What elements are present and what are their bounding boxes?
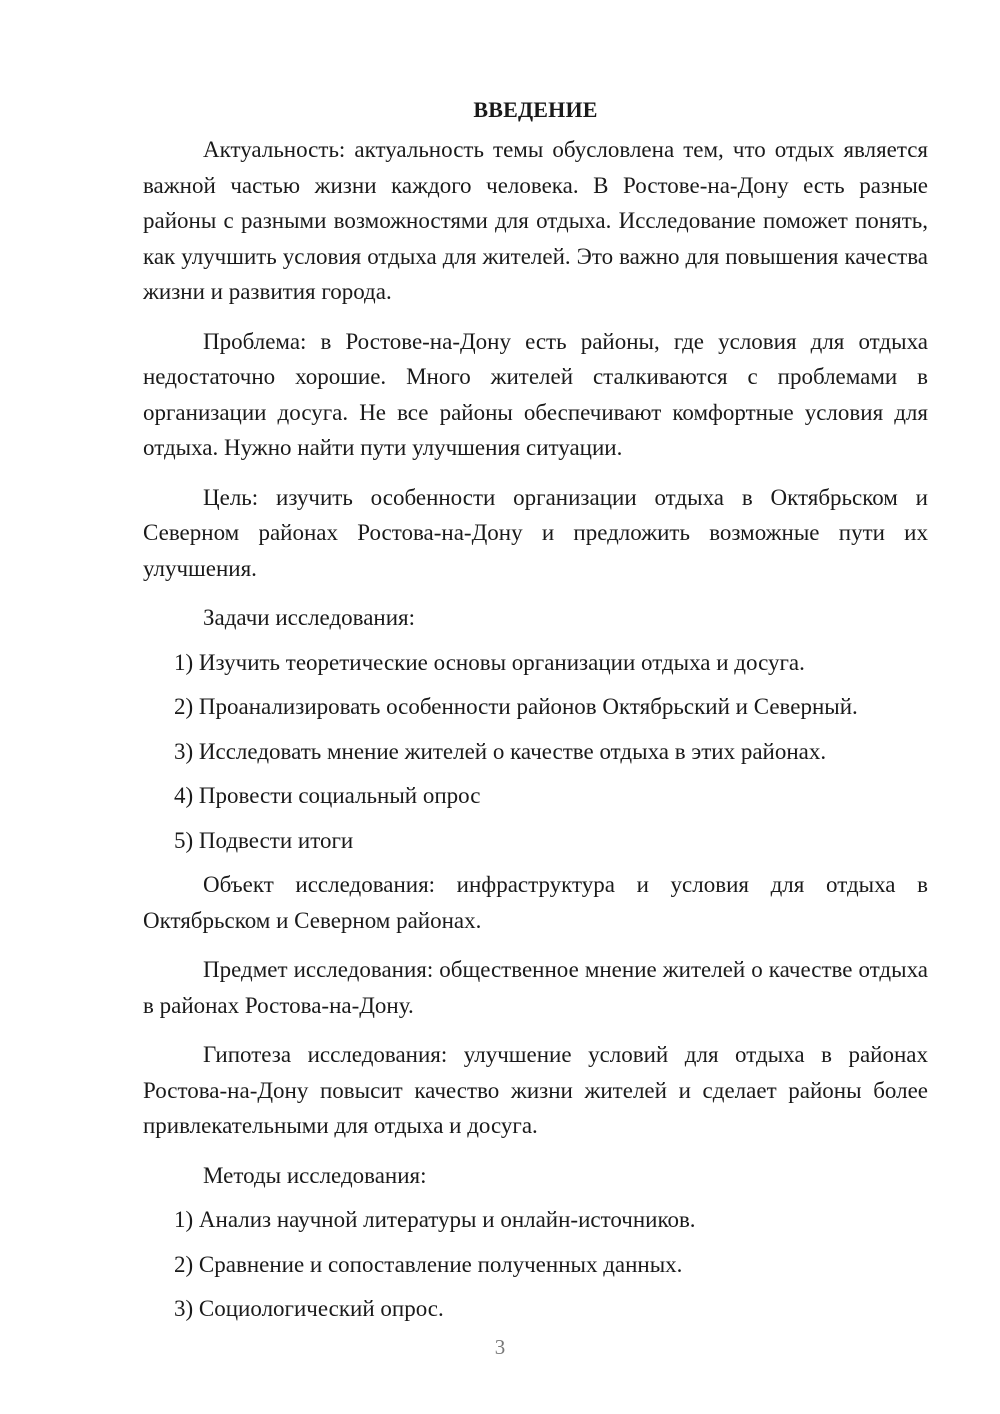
- section-title: ВВЕДЕНИЕ: [473, 97, 598, 122]
- page-number: 3: [494, 1335, 506, 1359]
- problem-paragraph: Проблема: в Ростове-на-Дону есть районы, где условия для отдыха недостаточно хорошие. Много жителей сталкиваются с проблемами в организации досуга. Не все районы обеспечивают комфортные условия для отдыха. Нужно найти пути улучшения ситуации.: [143, 328, 928, 460]
- list-item: 3) Исследовать мнение жителей о качестве отдыха в этих районах.: [174, 738, 827, 764]
- methods-label: Методы исследования:: [203, 1162, 427, 1188]
- list-item: 1) Анализ научной литературы и онлайн-источников.: [174, 1207, 696, 1232]
- goal-paragraph: Цель: изучить особенности организации отдыха в Октябрьском и Северном районах Ростова-на-Дону и предложить возможные пути их улучшения.: [143, 484, 928, 581]
- relevance-paragraph: Актуальность: актуальность темы обусловлена тем, что отдых является важной частью жизни каждого человека. В Ростове-на-Дону есть разные районы с разными возможностями для отдыха. Исследование поможет понять, как улучшить условия отдыха для жителей. Это важно для повышения качества жизни и развития города.: [143, 137, 928, 304]
- list-item: 4) Провести социальный опрос: [174, 783, 481, 808]
- tasks-list: [143, 645, 928, 859]
- methods-list: [143, 1202, 928, 1327]
- list-item: 1) Изучить теоретические основы организации отдыха и досуга.: [174, 649, 805, 675]
- object-paragraph: Объект исследования: инфраструктура и условия для отдыха в Октябрьском и Северном районах.: [143, 872, 928, 933]
- hypothesis-paragraph: Гипотеза исследования: улучшение условий для отдыха в районах Ростова-на-Дону повысит качество жизни жителей и сделает районы более привлекательными для отдыха и досуга.: [143, 1042, 928, 1138]
- list-item: 2) Сравнение и сопоставление полученных данных.: [174, 1251, 683, 1277]
- list-item: 3) Социологический опрос.: [174, 1296, 444, 1321]
- list-item: 5) Подвести итоги: [174, 827, 354, 853]
- subject-paragraph: Предмет исследования: общественное мнение жителей о качестве отдыха в районах Ростова-на-Дону.: [143, 957, 928, 1018]
- page-content: [143, 92, 928, 1336]
- list-item: 2) Проанализировать особенности районов Октябрьский и Северный.: [174, 694, 858, 719]
- tasks-label: Задачи исследования:: [203, 605, 416, 630]
